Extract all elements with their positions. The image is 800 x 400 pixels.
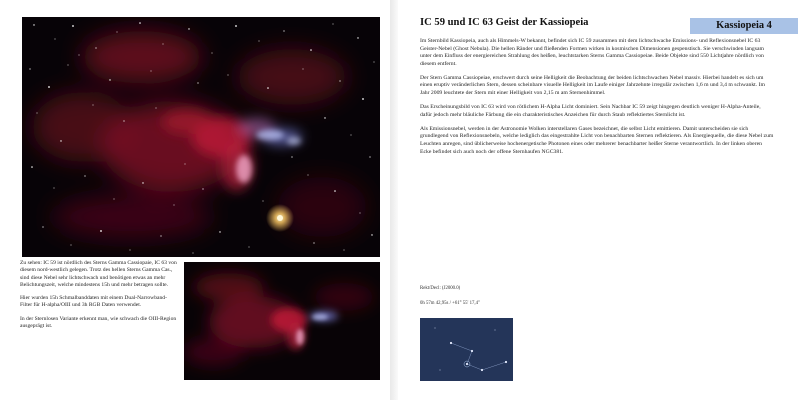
constellation-badge: Kassiopeia 4 [690,18,798,34]
constellation-star-chart [420,318,513,381]
caption-paragraph: Zu sehen: IC 59 ist nördlich des Sterns Gamma Cassiopaie, IC 63 von diesem nord-westlich gelegen. Trotz des hellen Sterns Gamma Cas., sind diese Nebel sehr lichtschwach und benötigen etwas an mehr Belichtungszeit, welche mindestens 15h und mehr betragen sollte. [20,260,177,288]
page-gutter [390,0,398,400]
nebula-photo-with-stars [22,17,380,257]
nebula-photo-starless [184,262,380,380]
article-body [420,38,774,163]
coordinates-value: 0h 57m 42,95s / +61° 55' 17,4" [420,301,480,306]
body-paragraph: Als Emissionsnebel, werden in der Astronomie Wolken interstellaren Gases bezeichnet, die selbst Licht emittieren. Damit unterscheiden sie sich grundlegend von Reflexionsnebeln, welche lediglich das eingestrahlte Licht von benachbarten Sternen reflektieren. Als Energiequelle, die diese Nebel zum Leuchten anregen, sind üblicherweise hochenergetische Photonen eines oder mehrerer benachbarter heißer Sterne verantwortlich. In der linken oberen Ecke befindet sich auch noch der offene Sternhaufen NGC381. [420,125,774,155]
coordinates-label: Rekt/Decl: (J2000.0) [420,286,461,291]
caption-paragraph: Hier wurden 15h Schmalbanddaten mit einem Dual-Narrowband-Filter für H-alpha/OIII und 3h RGB Daten verwendet. [20,295,167,309]
body-paragraph: Das Erscheinungsbild von IC 63 wird von rötlichem H-Alpha Licht dominiert. Sein Nachbar IC 59 zeigt hingegen deutlich weniger H-Alpha-Anteile, dafür jedoch mehr bläuliche Färbung die ein charakteristisches Anzeichen für durch Staub reflektiertes Sternlicht ist. [420,104,761,118]
body-paragraph: Der Stern Gamma Cassiopeiae, erschwert durch seine Helligkeit die Beobachtung der beiden lichtschwachen Nebel massiv. Hierbei handelt es sich um einen eruptiv veränderlichen Stern, dessen scheinbare visuelle Helligkeit im Laufe einiger Jahrzehnte irregulär zwischen 1,6 m und 3,4 m schwankt. Im Jahr 2009 leuchtete der Stern mit einer Helligkeit von 2,15 m am Sternenhimmel. [420,74,765,97]
page-title: IC 59 und IC 63 Geist der Kassiopeia [420,17,589,28]
right-page [398,0,800,400]
caption-paragraph: In der Sternlosen Variante erkennt man, wie schwach die OIII-Region ausgeprägt ist. [20,315,177,330]
body-paragraph: Im Sternbild Kassiopeia, auch als Himmels-W bekannt, befindet sich IC 59 zusammen mit dem lichtschwache Emissions- und Reflexionsnebel IC 63 Geister-Nebel (Ghost Nebula). Die hellen Ränder und fließenden Formen wirken in kosmischen Dimensionen gespenstisch. Sie verschwinden langsam unter dem Einfluss der energiereichen Strahlung des heißen, leuchtstarken Sterns Gamma Cassiopeiae. Beide Objekte sind 550 Lichtjahre nördlich von diesem entfernt. [420,38,764,67]
photo-caption [20,260,178,336]
left-page [0,0,390,400]
